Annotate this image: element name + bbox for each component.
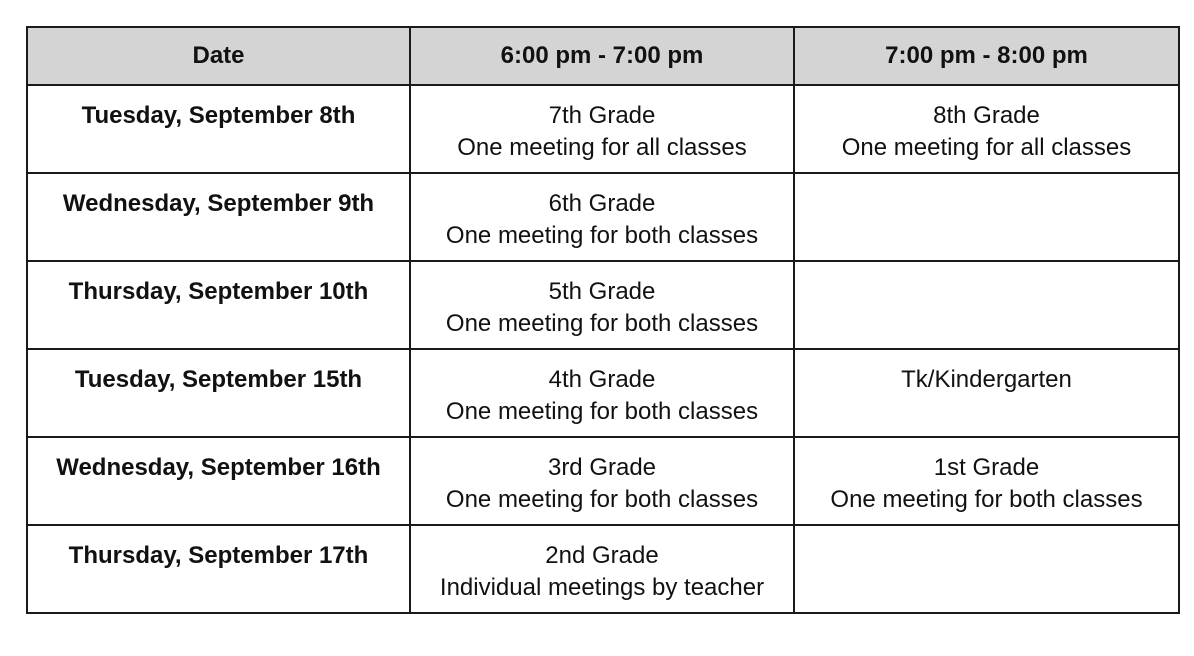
slot2-cell [794, 437, 1179, 525]
slot1-cell [410, 437, 794, 525]
meeting-schedule-table [26, 26, 1180, 614]
grade-label: 3rd Grade [547, 454, 657, 481]
table-row [27, 85, 1179, 173]
grade-label: 1st Grade [933, 454, 1040, 481]
slot1-cell [410, 85, 794, 173]
slot1-cell [410, 349, 794, 437]
date-cell: Tuesday, September 8th [27, 85, 410, 173]
header-slot-6pm-7pm: 6:00 pm - 7:00 pm [410, 27, 794, 85]
meeting-note: One meeting for both classes [830, 486, 1143, 513]
grade-label: 8th Grade [933, 102, 1040, 129]
meeting-note: Individual meetings by teacher [439, 574, 765, 601]
date-cell: Thursday, September 10th [27, 261, 410, 349]
date-cell: Tuesday, September 15th [27, 349, 410, 437]
date-cell: Wednesday, September 16th [27, 437, 410, 525]
table-row [27, 525, 1179, 613]
grade-label: 6th Grade [548, 190, 656, 217]
grade-label: 7th Grade [548, 102, 656, 129]
meeting-note: One meeting for both classes [445, 222, 759, 249]
table-row [27, 349, 1179, 437]
header-row [27, 27, 1179, 85]
slot2-cell [794, 173, 1179, 261]
slot2-cell [794, 85, 1179, 173]
grade-label: 5th Grade [548, 278, 656, 305]
meeting-note: One meeting for both classes [445, 398, 759, 425]
grade-label: 2nd Grade [545, 542, 659, 569]
slot1-cell [410, 173, 794, 261]
date-cell: Wednesday, September 9th [27, 173, 410, 261]
grade-label: Tk/Kindergarten [901, 366, 1072, 393]
table-row [27, 437, 1179, 525]
slot1-cell [410, 525, 794, 613]
grade-label: 4th Grade [548, 366, 656, 393]
table-row [27, 173, 1179, 261]
slot2-cell [794, 261, 1179, 349]
header-date: Date [27, 27, 410, 85]
meeting-note: One meeting for both classes [445, 310, 759, 337]
slot2-cell [794, 525, 1179, 613]
meeting-note: One meeting for both classes [445, 486, 759, 513]
slot2-cell [794, 349, 1179, 437]
header-slot-7pm-8pm: 7:00 pm - 8:00 pm [794, 27, 1179, 85]
table-row [27, 261, 1179, 349]
meeting-note: One meeting for all classes [841, 134, 1132, 161]
date-cell: Thursday, September 17th [27, 525, 410, 613]
slot1-cell [410, 261, 794, 349]
meeting-note: One meeting for all classes [457, 134, 747, 161]
